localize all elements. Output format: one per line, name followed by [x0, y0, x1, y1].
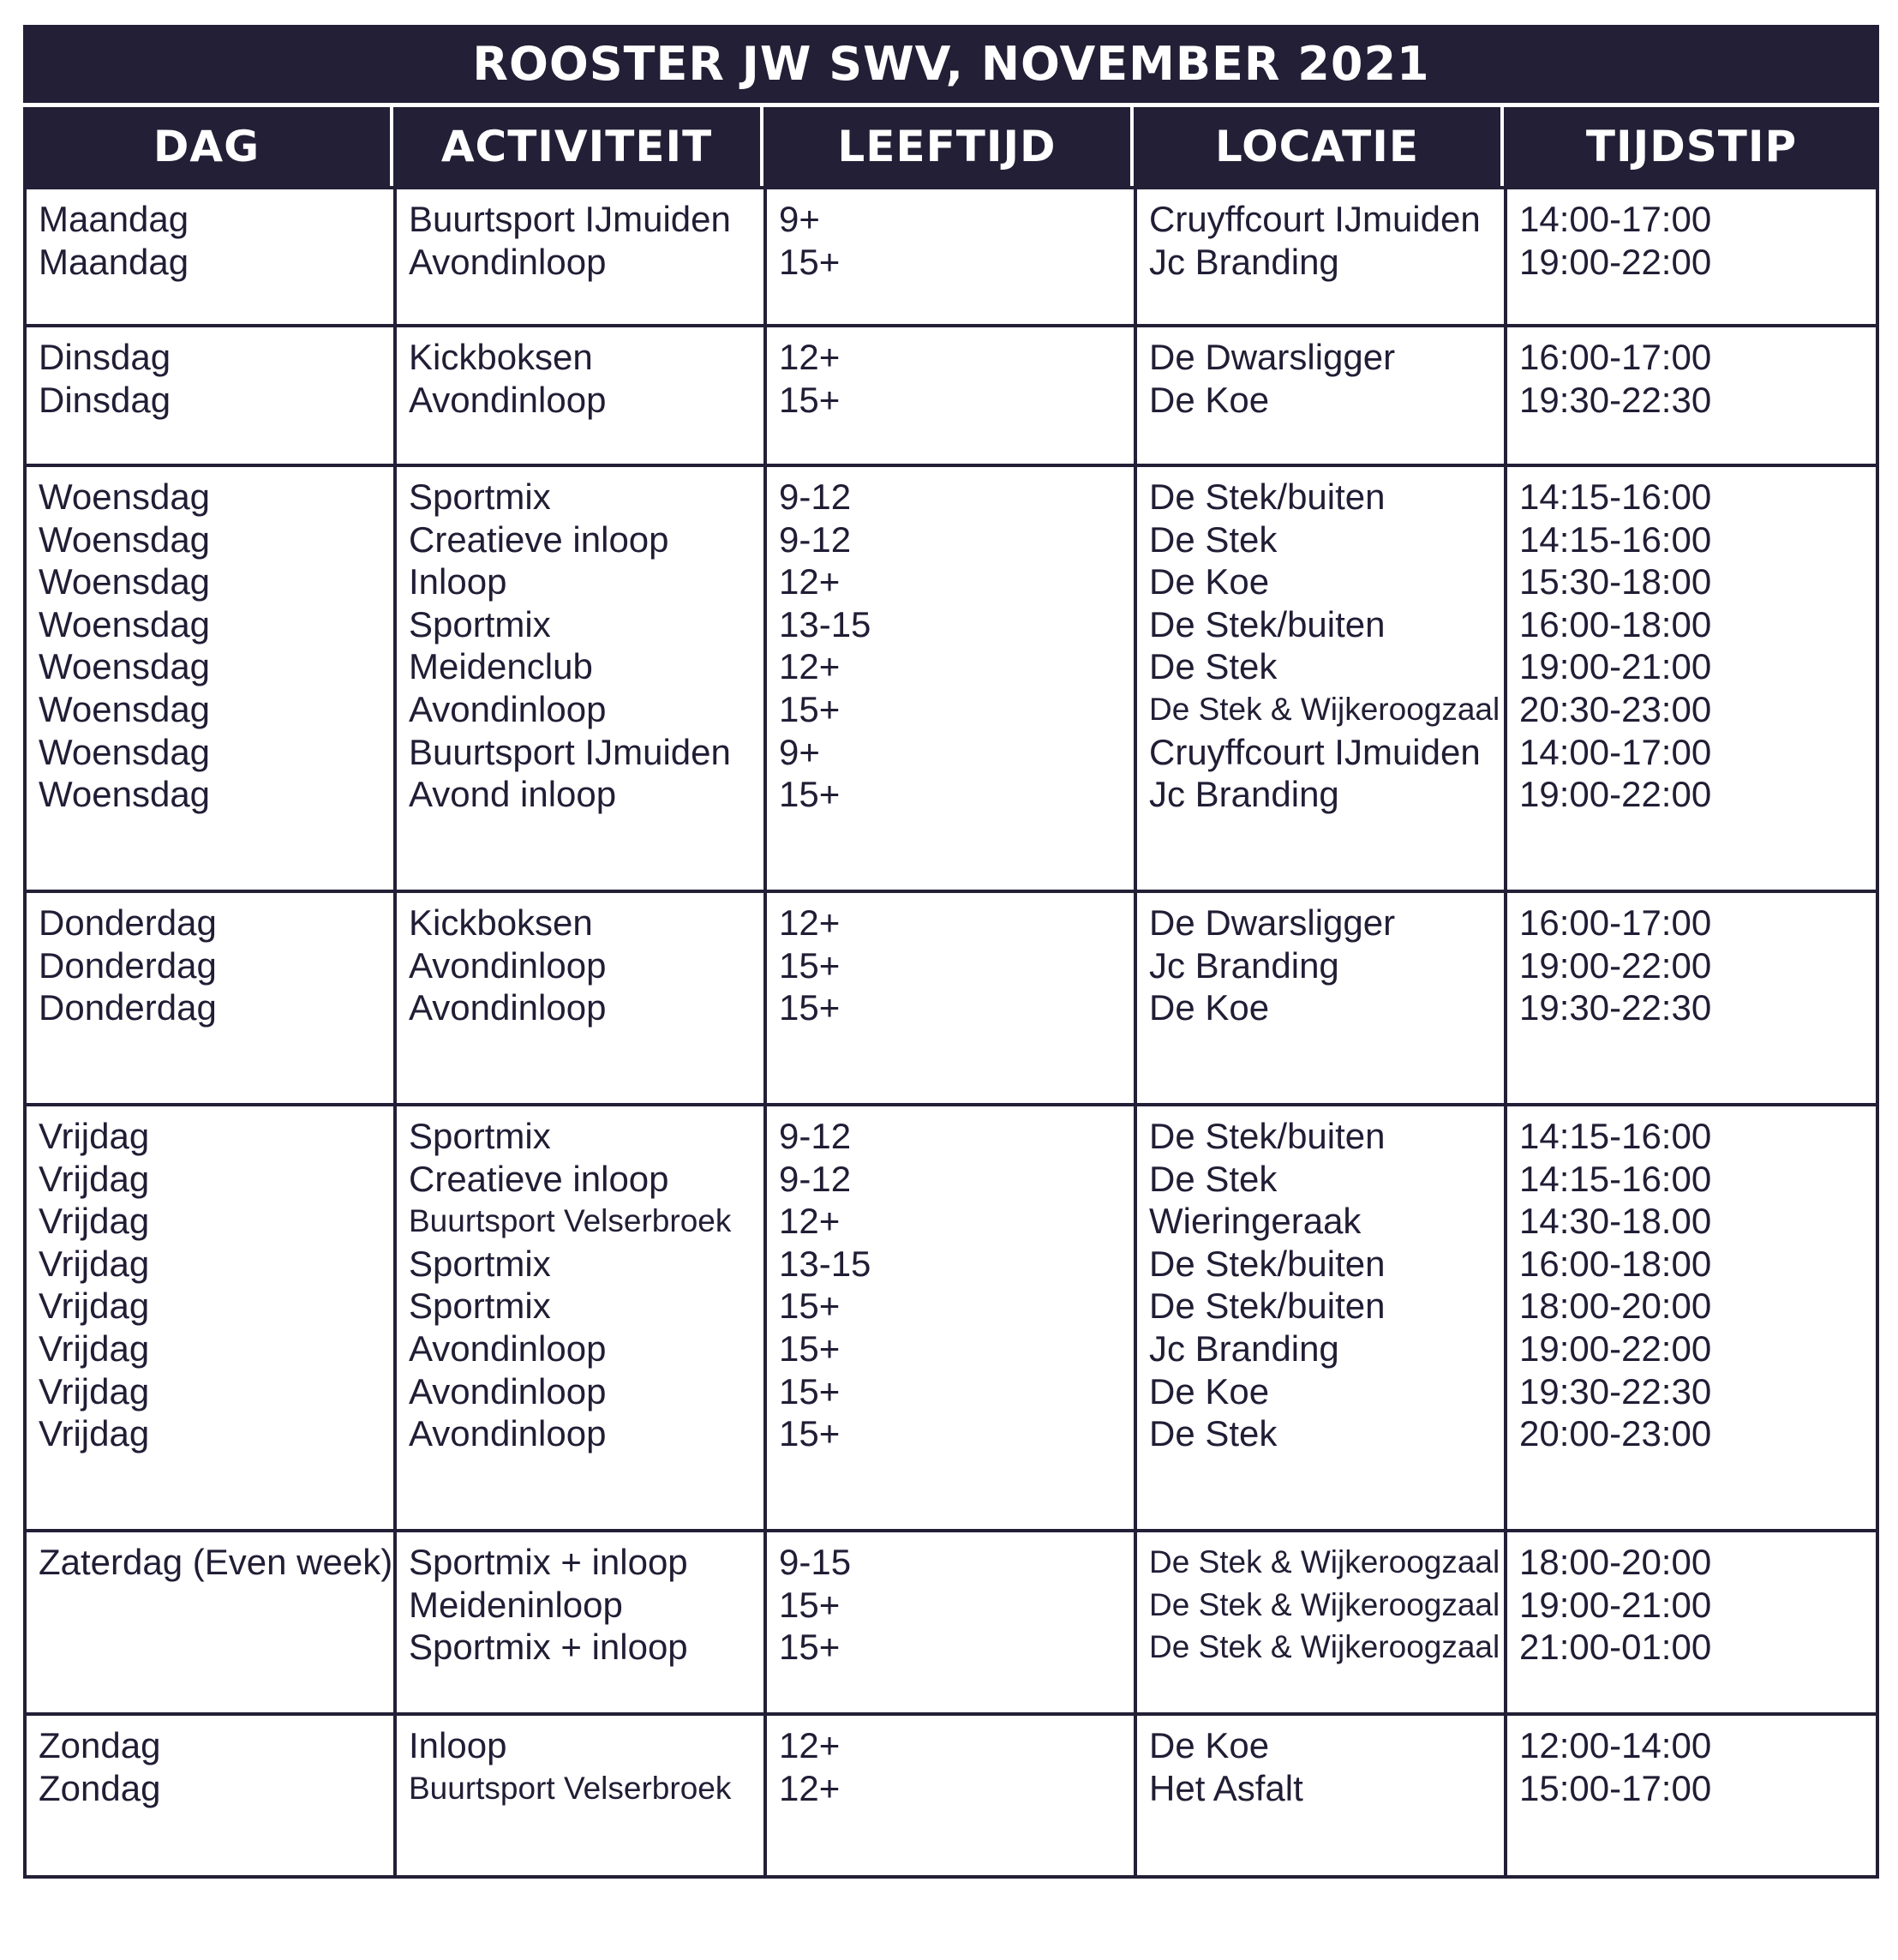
- activiteit-value: Avondinloop: [409, 1370, 607, 1412]
- header-locatie: LOCATIE: [1134, 107, 1504, 186]
- activiteit-value: Buurtsport Velserbroek: [409, 1203, 732, 1239]
- leeftijd-value: 9+: [779, 731, 820, 772]
- cell-locatie: [1137, 1532, 1507, 1712]
- cell-tijdstip: [1507, 1532, 1883, 1712]
- activiteit-value: Buurtsport Velserbroek: [409, 1770, 732, 1806]
- activiteit-value: Avond inloop: [409, 774, 617, 815]
- locatie-value: De Stek & Wijkeroogzaal: [1149, 691, 1500, 727]
- tijdstip-value: 14:00-17:00: [1519, 731, 1712, 772]
- activiteit-value: Avondinloop: [409, 379, 607, 420]
- header-activiteit: ACTIVITEIT: [393, 107, 763, 186]
- locatie-value: De Koe: [1149, 1725, 1270, 1765]
- cell-tijdstip: [1507, 467, 1883, 890]
- dag-value: Woensdag: [39, 731, 211, 772]
- tijdstip-value: 15:00-17:00: [1519, 1767, 1712, 1808]
- table-header-row: [23, 107, 1879, 186]
- tijdstip-value: 19:30-22:30: [1519, 379, 1712, 420]
- dag-value: Vrijdag: [39, 1201, 150, 1242]
- locatie-value: De Koe: [1149, 561, 1270, 602]
- tijdstip-value: 20:30-23:00: [1519, 688, 1712, 729]
- tijdstip-value: 19:00-22:00: [1519, 1328, 1712, 1369]
- cell-leeftijd: [767, 1716, 1137, 1875]
- dag-value: Zaterdag (Even week): [39, 1542, 393, 1582]
- activiteit-value: Sportmix + inloop: [409, 1542, 688, 1582]
- dag-value: Maandag: [39, 241, 189, 282]
- leeftijd-value: 12+: [779, 337, 841, 377]
- tijdstip-value: 14:15-16:00: [1519, 1116, 1712, 1156]
- leeftijd-value: 15+: [779, 987, 841, 1028]
- dag-value: Vrijdag: [39, 1413, 150, 1454]
- dag-value: Vrijdag: [39, 1158, 150, 1199]
- locatie-value: Cruyffcourt IJmuiden: [1149, 199, 1481, 239]
- leeftijd-value: 15+: [779, 241, 841, 282]
- activiteit-value: Sportmix: [409, 1243, 551, 1284]
- cell-dag: [27, 467, 397, 890]
- cell-activiteit: [397, 1716, 767, 1875]
- leeftijd-value: 9-12: [779, 518, 852, 560]
- leeftijd-value: 12+: [779, 1725, 841, 1765]
- activiteit-value: Buurtsport IJmuiden: [409, 199, 731, 239]
- locatie-value: De Stek: [1149, 518, 1278, 560]
- locatie-value: Het Asfalt: [1149, 1767, 1303, 1808]
- activiteit-value: Creatieve inloop: [409, 1158, 669, 1199]
- locatie-value: De Stek & Wijkeroogzaal: [1149, 1629, 1500, 1665]
- leeftijd-value: 12+: [779, 646, 841, 687]
- tijdstip-value: 14:15-16:00: [1519, 1158, 1712, 1199]
- tijdstip-value: 20:00-23:00: [1519, 1413, 1712, 1454]
- cell-activiteit: [397, 189, 767, 324]
- locatie-value: De Dwarsligger: [1149, 902, 1396, 943]
- cell-locatie: [1137, 893, 1507, 1103]
- cell-leeftijd: [767, 893, 1137, 1103]
- cell-locatie: [1137, 327, 1507, 464]
- locatie-value: Wieringeraak: [1149, 1201, 1362, 1242]
- locatie-value: Jc Branding: [1149, 1328, 1339, 1369]
- dag-value: Donderdag: [39, 944, 217, 986]
- cell-activiteit: [397, 1106, 767, 1529]
- cell-leeftijd: [767, 1106, 1137, 1529]
- activiteit-value: Inloop: [409, 1725, 507, 1765]
- locatie-value: De Stek/buiten: [1149, 1116, 1386, 1156]
- dag-value: Vrijdag: [39, 1116, 150, 1156]
- dag-value: Woensdag: [39, 688, 211, 729]
- cell-dag: [27, 1532, 397, 1712]
- leeftijd-value: 13-15: [779, 603, 871, 644]
- page-title: ROOSTER JW SWV, NOVEMBER 2021: [23, 25, 1879, 103]
- tijdstip-value: 19:00-21:00: [1519, 646, 1712, 687]
- table-row: [27, 186, 1876, 327]
- tijdstip-value: 15:30-18:00: [1519, 561, 1712, 602]
- tijdstip-value: 19:00-22:00: [1519, 944, 1712, 986]
- table-row: [27, 893, 1876, 1106]
- cell-locatie: [1137, 467, 1507, 890]
- table-row: [27, 1716, 1876, 1879]
- header-dag: DAG: [23, 107, 393, 186]
- locatie-value: De Koe: [1149, 1370, 1270, 1412]
- activiteit-value: Avondinloop: [409, 944, 607, 986]
- activiteit-value: Avondinloop: [409, 1328, 607, 1369]
- dag-value: Vrijdag: [39, 1328, 150, 1369]
- locatie-value: De Stek/buiten: [1149, 1243, 1386, 1284]
- header-leeftijd: LEEFTIJD: [763, 107, 1134, 186]
- activiteit-value: Meidenclub: [409, 646, 593, 687]
- locatie-value: De Stek/buiten: [1149, 477, 1386, 517]
- activiteit-value: Buurtsport IJmuiden: [409, 731, 731, 772]
- dag-value: Woensdag: [39, 774, 211, 815]
- activiteit-value: Avondinloop: [409, 987, 607, 1028]
- leeftijd-value: 15+: [779, 1286, 841, 1327]
- locatie-value: De Stek: [1149, 646, 1278, 687]
- locatie-value: De Koe: [1149, 987, 1270, 1028]
- schedule-page: [23, 25, 1879, 1879]
- tijdstip-value: 19:30-22:30: [1519, 987, 1712, 1028]
- tijdstip-value: 14:00-17:00: [1519, 199, 1712, 239]
- dag-value: Woensdag: [39, 561, 211, 602]
- cell-dag: [27, 189, 397, 324]
- leeftijd-value: 15+: [779, 774, 841, 815]
- cell-locatie: [1137, 189, 1507, 324]
- activiteit-value: Sportmix: [409, 603, 551, 644]
- activiteit-value: Inloop: [409, 561, 507, 602]
- cell-dag: [27, 327, 397, 464]
- leeftijd-value: 9-12: [779, 477, 852, 517]
- schedule-table: [23, 186, 1879, 1879]
- table-row: [27, 467, 1876, 893]
- leeftijd-value: 13-15: [779, 1243, 871, 1284]
- locatie-value: De Dwarsligger: [1149, 337, 1396, 377]
- leeftijd-value: 9-15: [779, 1542, 852, 1582]
- activiteit-value: Sportmix: [409, 1286, 551, 1327]
- activiteit-value: Sportmix + inloop: [409, 1627, 688, 1668]
- table-row: [27, 327, 1876, 467]
- tijdstip-value: 18:00-20:00: [1519, 1286, 1712, 1327]
- cell-tijdstip: [1507, 189, 1883, 324]
- tijdstip-value: 19:00-21:00: [1519, 1584, 1712, 1625]
- tijdstip-value: 16:00-18:00: [1519, 1243, 1712, 1284]
- table-row: [27, 1106, 1876, 1532]
- locatie-value: Jc Branding: [1149, 774, 1339, 815]
- activiteit-value: Avondinloop: [409, 241, 607, 282]
- locatie-value: De Stek/buiten: [1149, 603, 1386, 644]
- dag-value: Vrijdag: [39, 1370, 150, 1412]
- leeftijd-value: 15+: [779, 688, 841, 729]
- leeftijd-value: 15+: [779, 1370, 841, 1412]
- leeftijd-value: 15+: [779, 944, 841, 986]
- dag-value: Donderdag: [39, 987, 217, 1028]
- locatie-value: De Stek & Wijkeroogzaal: [1149, 1544, 1500, 1579]
- tijdstip-value: 16:00-18:00: [1519, 603, 1712, 644]
- activiteit-value: Kickboksen: [409, 902, 593, 943]
- leeftijd-value: 12+: [779, 1767, 841, 1808]
- cell-leeftijd: [767, 467, 1137, 890]
- activiteit-value: Avondinloop: [409, 1413, 607, 1454]
- tijdstip-value: 14:15-16:00: [1519, 518, 1712, 560]
- dag-value: Woensdag: [39, 477, 211, 517]
- activiteit-value: Avondinloop: [409, 688, 607, 729]
- cell-dag: [27, 1716, 397, 1875]
- activiteit-value: Creatieve inloop: [409, 518, 669, 560]
- activiteit-value: Kickboksen: [409, 337, 593, 377]
- table-row: [27, 1532, 1876, 1716]
- leeftijd-value: 12+: [779, 561, 841, 602]
- tijdstip-value: 16:00-17:00: [1519, 902, 1712, 943]
- cell-tijdstip: [1507, 1106, 1883, 1529]
- leeftijd-value: 15+: [779, 379, 841, 420]
- cell-dag: [27, 1106, 397, 1529]
- dag-value: Zondag: [39, 1767, 161, 1808]
- locatie-value: De Stek/buiten: [1149, 1286, 1386, 1327]
- cell-tijdstip: [1507, 1716, 1883, 1875]
- leeftijd-value: 15+: [779, 1584, 841, 1625]
- locatie-value: Cruyffcourt IJmuiden: [1149, 731, 1481, 772]
- activiteit-value: Sportmix: [409, 477, 551, 517]
- tijdstip-value: 21:00-01:00: [1519, 1627, 1712, 1668]
- leeftijd-value: 15+: [779, 1413, 841, 1454]
- cell-leeftijd: [767, 327, 1137, 464]
- cell-dag: [27, 893, 397, 1103]
- dag-value: Dinsdag: [39, 337, 171, 377]
- cell-locatie: [1137, 1716, 1507, 1875]
- activiteit-value: Meideninloop: [409, 1584, 623, 1625]
- locatie-value: Jc Branding: [1149, 944, 1339, 986]
- leeftijd-value: 15+: [779, 1328, 841, 1369]
- dag-value: Maandag: [39, 199, 189, 239]
- dag-value: Woensdag: [39, 603, 211, 644]
- leeftijd-value: 9-12: [779, 1116, 852, 1156]
- dag-value: Woensdag: [39, 646, 211, 687]
- leeftijd-value: 15+: [779, 1627, 841, 1668]
- tijdstip-value: 16:00-17:00: [1519, 337, 1712, 377]
- tijdstip-value: 19:30-22:30: [1519, 1370, 1712, 1412]
- cell-leeftijd: [767, 1532, 1137, 1712]
- tijdstip-value: 12:00-14:00: [1519, 1725, 1712, 1765]
- dag-value: Dinsdag: [39, 379, 171, 420]
- tijdstip-value: 14:15-16:00: [1519, 477, 1712, 517]
- locatie-value: Jc Branding: [1149, 241, 1339, 282]
- dag-value: Woensdag: [39, 518, 211, 560]
- cell-activiteit: [397, 327, 767, 464]
- cell-activiteit: [397, 1532, 767, 1712]
- locatie-value: De Stek: [1149, 1158, 1278, 1199]
- tijdstip-value: 14:30-18.00: [1519, 1201, 1712, 1242]
- dag-value: Vrijdag: [39, 1243, 150, 1284]
- cell-tijdstip: [1507, 893, 1883, 1103]
- dag-value: Donderdag: [39, 902, 217, 943]
- dag-value: Zondag: [39, 1725, 161, 1765]
- locatie-value: De Koe: [1149, 379, 1270, 420]
- locatie-value: De Stek: [1149, 1413, 1278, 1454]
- cell-tijdstip: [1507, 327, 1883, 464]
- leeftijd-value: 12+: [779, 902, 841, 943]
- cell-activiteit: [397, 893, 767, 1103]
- cell-activiteit: [397, 467, 767, 890]
- dag-value: Vrijdag: [39, 1286, 150, 1327]
- leeftijd-value: 12+: [779, 1201, 841, 1242]
- activiteit-value: Sportmix: [409, 1116, 551, 1156]
- leeftijd-value: 9+: [779, 199, 820, 239]
- cell-leeftijd: [767, 189, 1137, 324]
- cell-locatie: [1137, 1106, 1507, 1529]
- tijdstip-value: 19:00-22:00: [1519, 241, 1712, 282]
- tijdstip-value: 19:00-22:00: [1519, 774, 1712, 815]
- leeftijd-value: 9-12: [779, 1158, 852, 1199]
- locatie-value: De Stek & Wijkeroogzaal: [1149, 1586, 1500, 1622]
- header-tijdstip: TIJDSTIP: [1504, 107, 1879, 186]
- tijdstip-value: 18:00-20:00: [1519, 1542, 1712, 1582]
